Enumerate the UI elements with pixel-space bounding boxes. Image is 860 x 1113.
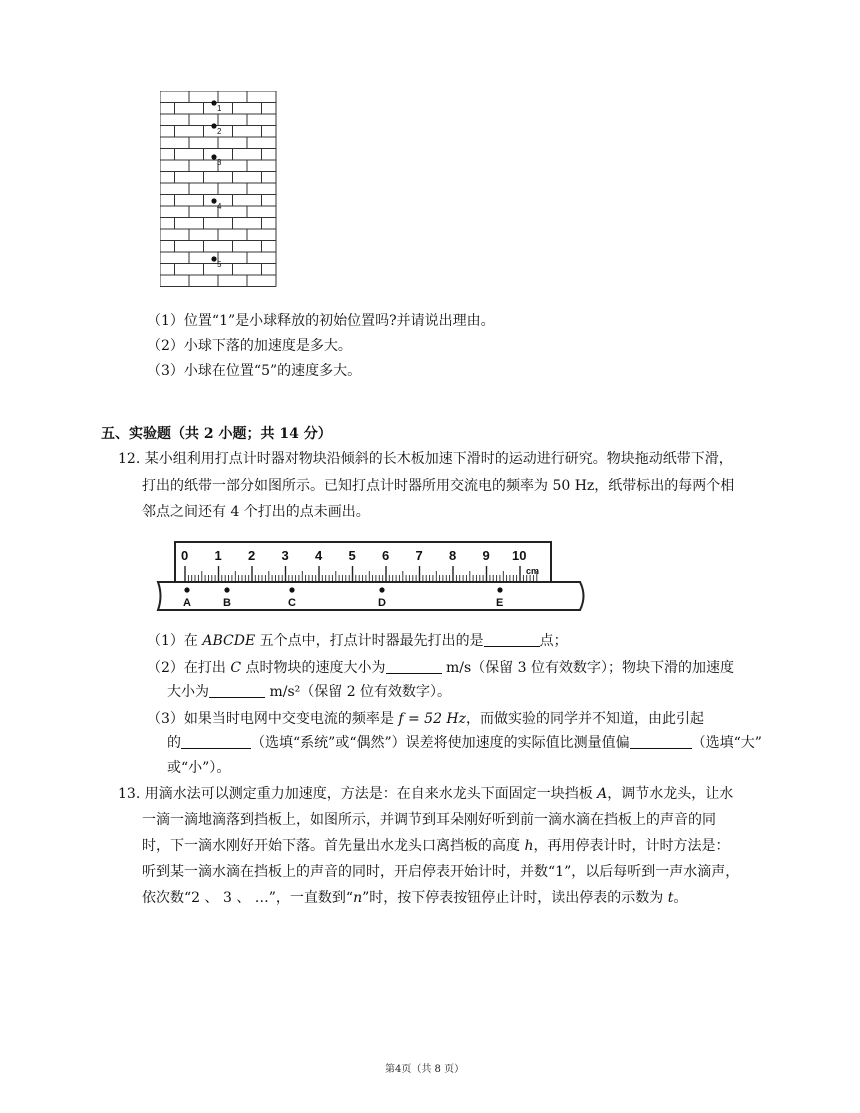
- ruler-number-5: 5: [348, 548, 356, 563]
- q12-line-3: 邻点之间还有 4 个打出的点未画出。: [142, 504, 370, 520]
- ruler-tape-figure: [155, 538, 590, 618]
- q12-line-2: 打出的纸带一部分如图所示。已知打点计时器所用交流电的频率为 50 Hz，纸带标出的每两个相: [142, 478, 735, 494]
- ruler-number-8: 8: [449, 548, 457, 563]
- question-1: （1）位置“1”是小球释放的初始位置吗?并请说出理由。: [147, 313, 495, 329]
- answer-blank-3[interactable]: [209, 683, 265, 698]
- ruler-number-1: 1: [214, 548, 222, 563]
- page-footer: 第4页（共 8 页）: [385, 1064, 465, 1075]
- tape-point-label-D: D: [378, 597, 386, 609]
- answer-blank-5[interactable]: [630, 734, 692, 749]
- ruler-number-3: 3: [281, 548, 289, 563]
- tape-point-D: [379, 587, 384, 592]
- ball-position-label-4: 4: [217, 202, 222, 211]
- ruler-number-0: 0: [181, 548, 189, 563]
- ball-position-label-2: 2: [217, 127, 222, 136]
- question-2: （2）小球下落的加速度是多大。: [147, 338, 352, 354]
- paper-tape: [158, 582, 584, 610]
- q13-line-2: 一滴一滴地滴落到挡板上，如图所示，并调节到耳朵刚好听到前一滴水滴在挡板上的声音的同: [142, 812, 716, 828]
- q12-sub-3c: 或“小”）。: [167, 760, 231, 776]
- ball-position-2: [211, 123, 216, 128]
- ball-position-3: [211, 154, 216, 159]
- tape-point-label-C: C: [288, 597, 296, 609]
- ball-position-label-5: 5: [217, 260, 222, 269]
- section-title: 五、实验题（共 2 小题；共 14 分）: [101, 426, 332, 442]
- q13-line-1: 13. 用滴水法可以测定重力加速度，方法是：在自来水龙头下面固定一块挡板 A，调节水龙头，让水: [118, 786, 734, 802]
- ball-position-1: [211, 100, 216, 105]
- q13-line-4: 听到某一滴水滴在挡板上的声音的同时，开启停表开始计时，并数“1”，以后每听到一声水滴声，: [142, 864, 740, 880]
- tape-point-E: [497, 587, 502, 592]
- q13-line-5: 依次数“2 、 3 、 …”，一直数到“n”时，按下停表按钮停止计时，读出停表的示数为 t。: [142, 890, 688, 906]
- q13-line-3: 时，下一滴水刚好开始下落。首先量出水龙头口离挡板的高度 h，再用停表计时，计时方法是：: [142, 838, 730, 854]
- question-3: （3）小球在位置“5”的速度多大。: [147, 363, 362, 379]
- ruler-number-7: 7: [415, 548, 423, 563]
- ball-position-4: [211, 198, 216, 203]
- q12-sub-1: （1）在 ABCDE 五个点中，打点计时器最先打出的是 点；: [147, 633, 568, 649]
- ruler-number-10: 10: [512, 548, 527, 563]
- ruler-number-4: 4: [315, 548, 323, 563]
- q12-line-1: 12. 某小组利用打点计时器对物块沿倾斜的长木板加速下滑时的运动进行研究。物块拖动纸带下滑，: [118, 451, 733, 467]
- ruler-number-2: 2: [248, 548, 256, 563]
- tape-point-A: [184, 587, 189, 592]
- tape-point-label-A: A: [183, 597, 191, 609]
- answer-blank-2[interactable]: [386, 659, 442, 674]
- tape-point-C: [289, 587, 294, 592]
- answer-blank-1[interactable]: [484, 632, 540, 647]
- ball-position-label-1: 1: [217, 104, 222, 113]
- ruler-unit: cm: [526, 566, 540, 576]
- ruler-number-6: 6: [382, 548, 390, 563]
- tape-point-label-E: E: [496, 597, 504, 609]
- q12-sub-3b: 的 （选填“系统”或“偶然”）误差将使加速度的实际值比测量值偏 （选填“大”: [167, 735, 762, 751]
- tape-point-label-B: B: [223, 597, 231, 609]
- tape-point-B: [224, 587, 229, 592]
- q12-sub-2b: 大小为 m/s²（保留 2 位有效数字）。: [167, 684, 452, 700]
- brick-wall-figure: [160, 91, 280, 291]
- ruler-number-9: 9: [482, 548, 490, 563]
- ball-position-5: [211, 256, 216, 261]
- q12-sub-3: （3）如果当时电网中交变电流的频率是 f = 52 Hz，而做实验的同学并不知道，由此引起: [147, 711, 705, 727]
- answer-blank-4[interactable]: [181, 734, 251, 749]
- ball-position-label-3: 3: [217, 158, 222, 167]
- q12-sub-2: （2）在打出 C 点时物块的速度大小为 m/s（保留 3 位有效数字）；物块下滑的加速度: [147, 660, 734, 676]
